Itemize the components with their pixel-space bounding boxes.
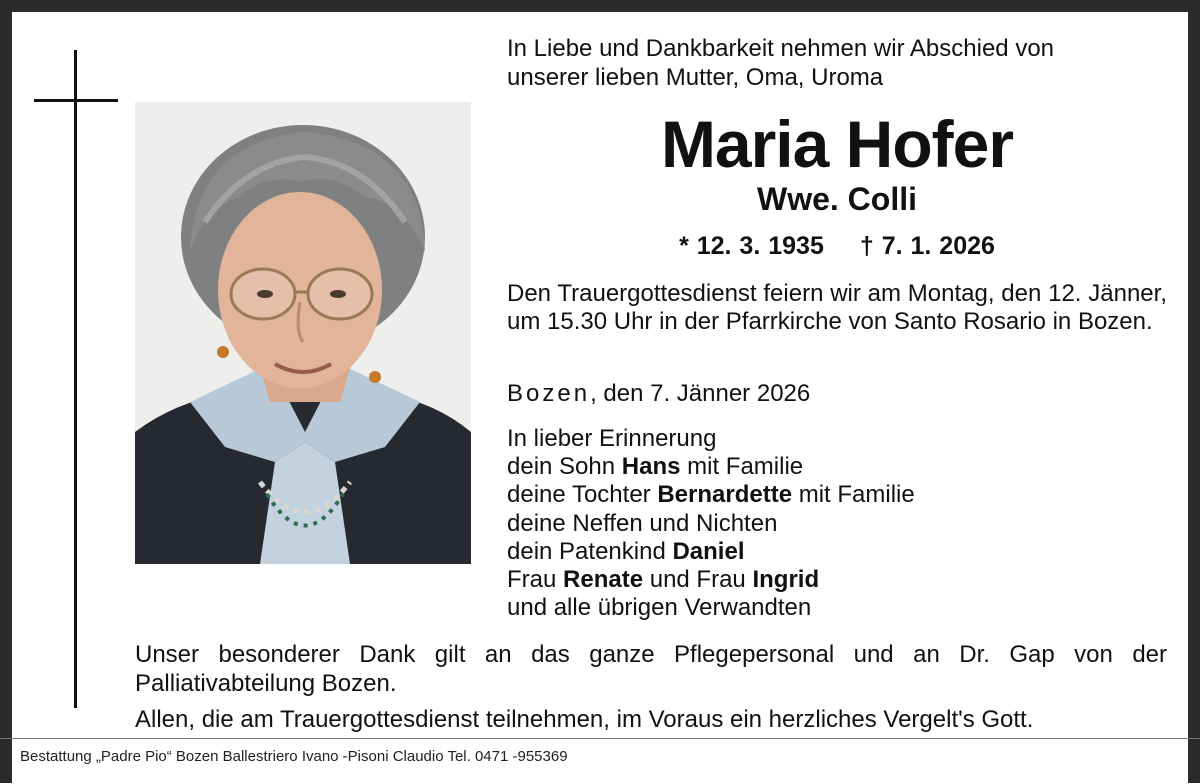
mourner-relation: dein Sohn — [507, 453, 622, 481]
intro-text — [507, 34, 1167, 92]
mourner-name: Daniel — [672, 537, 745, 565]
mourner-relation: und Frau — [643, 566, 753, 594]
mourner-line — [507, 538, 1167, 566]
intro-line: unserer lieben Mutter, Oma, Uroma — [507, 64, 884, 91]
footer — [0, 738, 1200, 784]
cross-icon-vertical — [74, 50, 77, 708]
service-announcement: Den Trauergottesdienst feiern wir am Montag, den 12. Jänner, um 15.30 Uhr in der Pfarrkirche von Santo Rosario in Bozen. — [507, 280, 1167, 335]
portrait-photo — [135, 102, 471, 564]
life-dates — [507, 230, 1167, 262]
cross-icon-horizontal — [34, 99, 118, 102]
intro-line: In Liebe und Dankbarkeit nehmen wir Abschied von — [507, 35, 1055, 62]
place-date — [507, 380, 1167, 408]
mourner-name: Ingrid — [752, 566, 820, 594]
mourners-list — [507, 425, 1167, 622]
mourner-line — [507, 566, 1167, 594]
portrait-illustration — [135, 102, 471, 564]
death-date: † 7. 1. 2026 — [859, 232, 995, 260]
mourner-line: und alle übrigen Verwandten — [507, 594, 812, 622]
deceased-name: Maria Hofer — [660, 107, 1014, 181]
mourners-heading: In lieber Erinnerung — [507, 425, 717, 452]
birth-date: * 12. 3. 1935 — [679, 232, 824, 260]
mourner-name: Renate — [563, 566, 644, 594]
mourner-relation: deine Tochter — [507, 481, 658, 509]
place: Bozen — [507, 380, 591, 407]
funeral-home-info: Bestattung „Padre Pio“ Bozen Ballestriero Ivano -Pisoni Claudio Tel. 0471 -955369 — [20, 748, 568, 765]
mourner-name: Hans — [621, 453, 681, 481]
mourner-line: deine Neffen und Nichten — [507, 509, 778, 537]
mourner-line — [507, 453, 1167, 481]
mourner-suffix: mit Familie — [680, 453, 804, 481]
blessing-text: Allen, die am Trauergottesdienst teilnehmen, im Voraus ein herzliches Vergelt's Gott. — [135, 706, 1034, 733]
mourner-relation: Frau — [507, 566, 564, 594]
mourner-name: Bernardette — [657, 481, 793, 509]
notice-date: , den 7. Jänner 2026 — [590, 380, 811, 407]
mourner-line — [507, 481, 1167, 509]
mourner-relation: dein Patenkind — [507, 537, 673, 565]
thanks-text: Unser besonderer Dank gilt an das ganze Pflegepersonal und an Dr. Gap von der Palliativabteilung Bozen. — [135, 641, 1167, 697]
mourner-suffix: mit Familie — [792, 481, 915, 509]
widow-name: Wwe. Colli — [757, 181, 917, 217]
